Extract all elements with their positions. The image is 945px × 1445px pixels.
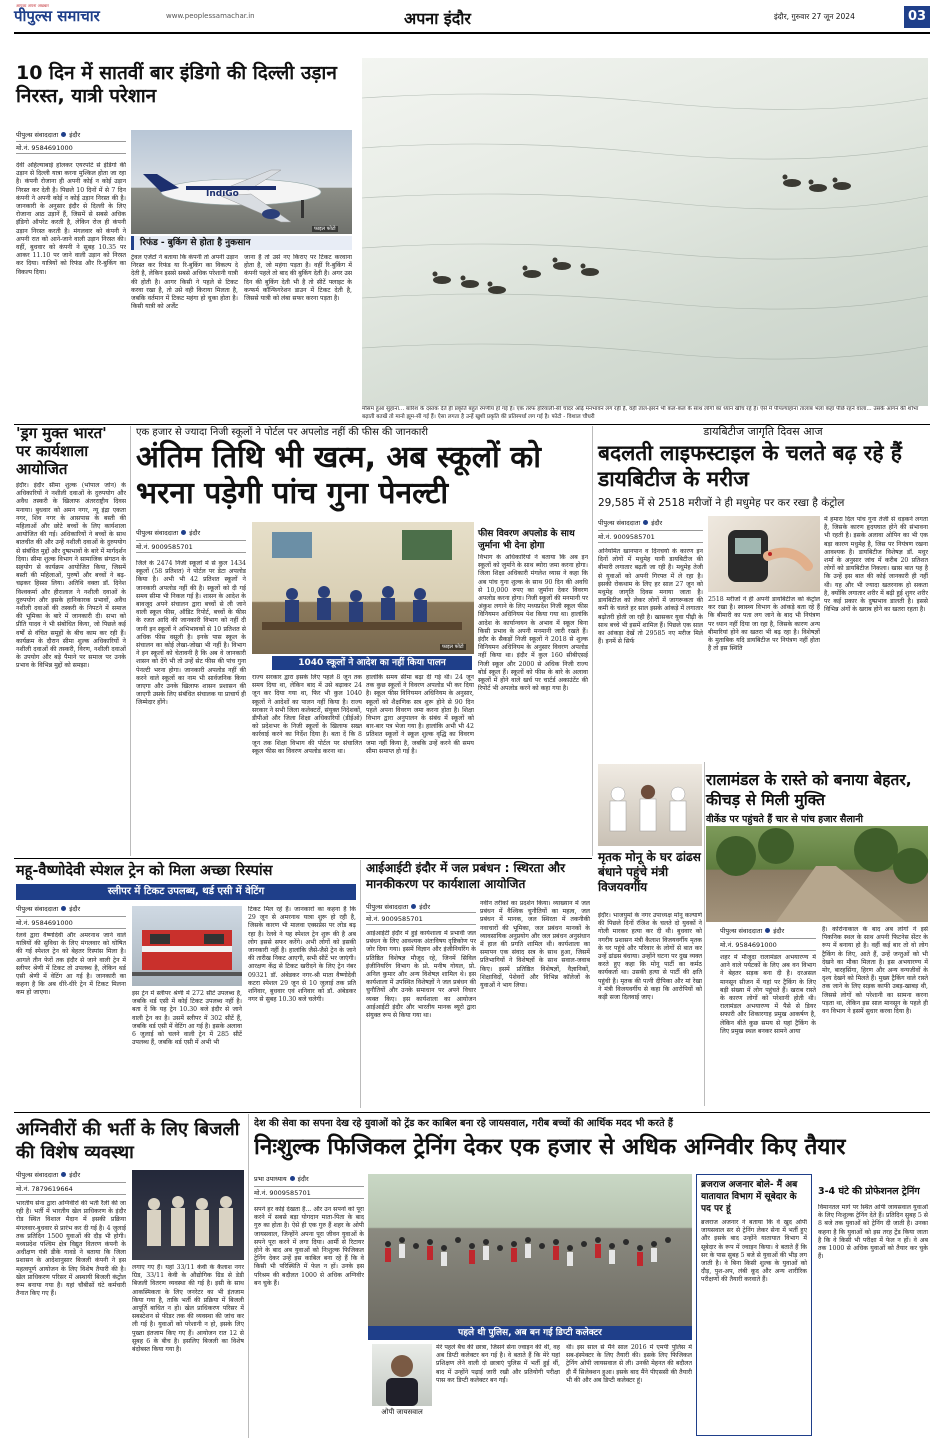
agniveer-kicker: देश की सेवा का सपना देख रहे युवाओं को ट्रेंड कर काबिल बना रहे जायसवाल, गरीब बच्चों की आर्थिक मदद भी करते हैं bbox=[254, 1118, 673, 1129]
byline-city: इंदौर bbox=[69, 131, 81, 139]
iit-headline: आईआईटी इंदौर में जल प्रबंधन : स्थिरता और मानकीकरण पर कार्यशाला आयोजित bbox=[366, 861, 565, 891]
byline-name: पीपुल्स संवाददाता bbox=[16, 905, 59, 913]
indigo-caption-bar: रिफंड - बुकिंग से होता है नुकसान bbox=[131, 236, 352, 250]
indigo-body-col1: देवी अहिल्याबाई होलकर एयरपोर्ट से इंडिगो की उड़ान से दिल्ली यात्रा करना मुश्किल होता जा रहा है। कंपनी रोजाना ही अपनी कोई न कोई उड़ान निरस्त कर देती है। पिछले 10 दिनों में से 7 दिन कंपनी ने अपनी कोई न कोई उड़ान निरस्त की है। जानकारी के अनुसार इंदौर से दिल्ली के लिए रोजाना आठ उड़ानें हैं, जिसमें से सबसे अधिक इंडिगो ऑपरेट करती है, लेकिन रोज ही कंपनी उड़ान निरस्त करती है। मंगलवार को कंपनी ने अपनी रात को आने-जाने वाली उड़ान निरस्त की। वहीं, बुधवार को कंपनी ने सुबह 10.35 पर आकर 11.10 पर जाने वाली उड़ान को निरस्त कर दिया। यात्रियों को रिफंड और रि-बुकिंग का विकल्प दिया। bbox=[16, 162, 126, 276]
diabetes-headline: बदलती लाइफस्टाइल के चलते बढ़ रहे हैं डायबिटीज के मरीज bbox=[598, 441, 902, 491]
train-body-col3: टिकट मिल रहे हैं। जानकारों का कहना है कि 29 जून से अमरनाथ यात्रा शुरू हो रही है, जिसके कारण भी मालवा एक्सप्रेस पर लोड बढ़ रहा है। रेलवे ने यह स्पेशल ट्रेन शुरू की है अब लोग इससे सफर करेंगे। अभी लोगों को इसकी जानकारी नहीं है। हालांकि जैसे-जैसे ट्रेन के जाने की तारीख निकट आएगी, सभी सीटें भर जाएंगी। आरक्षण केंद्र से टिकट खरीदने के लिए ट्रेन नंबर 09321 डॉ. अंबेडकर नगर-श्री माता वैष्णोदेवी कटरा स्पेशल 29 जून से 10 जुलाई तक प्रति शनिवार, बुधवार एवं शनिवार को डॉ. अंबेडकर नगर से सुबह 10.30 बजे चलेगी। bbox=[248, 906, 356, 1004]
train-headline: महू-वैष्णोदेवी स्पेशल ट्रेन को मिला अच्छा रिस्पांस bbox=[16, 863, 273, 879]
byline-name: पीपुल्स संवाददाता bbox=[366, 903, 409, 911]
site-url[interactable]: www.peoplessamachar.in bbox=[166, 12, 255, 20]
byline-city: इंदौर bbox=[297, 1175, 309, 1183]
diabetes-body-col3: में हमारा दिल पांच गुना तेजी से धड़कने लगता है, जिसके कारण हृदयघात होने की संभावना भी रहती है। इसके अलावा ओपिन का भी एक बड़ा कारण मधुमेह है, जिस पर नियंत्रण रखना आवश्यक है। डायबिटीज विशेषज्ञ डॉ. मधुर शर्मा के अनुसार जांच में करीब 20 प्रतिशत लोगों को डायबिटीज निकला। खास बात यह है कि उन्हें इस बात की कोई जानकारी ही नहीं थी। यह और भी ज्यादा खतरनाक हो सकता है, क्योंकि लगातार शरीर में बढ़ी हुई शुगर शरीर पर कई प्रकार के दुष्प्रभाव डालती है। इससे विभिन्न अंगों के खराब होने का खतरा रहता है। bbox=[824, 516, 928, 614]
byline-name: प्रभा उपाध्याय bbox=[254, 1175, 287, 1183]
byline-city: इंदौर bbox=[651, 519, 663, 527]
agniveer-power-body-col2: लगाए गए हैं। यहां 33/11 केवी के कैलाश नगर ग्रिड, 33/11 केवी के औद्योगिक ग्रिड से डेडी बिजली वितरण व्यवस्था की गई है। इसी के साथ आकस्मिकता के लिए जनरेटर का भी इंतजाम किया गया है, ताकि भर्ती की प्रक्रिया में बिजली आपूर्ति बाधित न हो। खेल प्राधिकरण परिसर में सबस्टेशन से फीडर तक की व्यवस्था की जांच कर ली गई है। युवाओं को परेशानी न हो, इसके लिए पुख्ता इंतजाम किए गए हैं। आयोजन रात 12 से सुबह 6 के बीच है। इसलिए बिजली का विशेष बंदोबस्त किया गया है। bbox=[132, 1264, 244, 1354]
ralamandal-byline bbox=[720, 926, 784, 935]
agniveer-headline: निःशुल्क फिजिकल ट्रेनिंग देकर एक हजार से अधिक अग्निवीर किए तैयार bbox=[254, 1134, 846, 1160]
agniveer-power-mobile: मो.नं. 7879619664 bbox=[16, 1182, 126, 1195]
page-number: 03 bbox=[904, 6, 930, 28]
train-mobile: मो.नं. 9584691000 bbox=[16, 916, 126, 929]
byline-city: इंदौर bbox=[69, 1171, 81, 1179]
school-body-col2: राज्य सरकार द्वारा इसके लिए पहले 8 जून तक समय दिया था, लेकिन बाद में उसे बढ़ाकर 24 जून कर दिया गया था, फिर भी कुल 1040 स्कूलों ने आदेशों का पालन नहीं किया है। राज्य सरकार ने सभी जिला कलेक्टरों, संयुक्त निदेशकों, डीपीओ और जिला शिक्षा अधिकारियों (डीईओ) को प्रदेशभर के निजी स्कूलों के खिलाफ सख्त कार्रवाई करने का निर्देश दिया है। बता दें कि 8 जून तक शिक्षा विभाग की पोर्टल पर संचालित स्कूल फीस का विवरण अपलोड करना था। bbox=[252, 674, 362, 755]
people-illustration bbox=[598, 764, 702, 846]
iit-byline bbox=[366, 902, 430, 911]
glucometer-photo bbox=[708, 516, 820, 592]
jaiswal-portrait bbox=[372, 1344, 432, 1406]
agniveer-right-body: विमानतल मार्ग पर स्थित ओपी जायसवाल युवाओं के लिए निःशुल्क ट्रेनिंग देते हैं। प्रतिदिन सुबह 5 से 8 बजे तक युवाओं को ट्रेनिंग दी जाती है। उनका कहना है कि युवाओं को इस तरह ट्रेंड किया जाता है कि वे किसी भी परीक्षा में फेल न हों। वे अब तक 1000 से अधिक युवाओं को तैयार कर चुके हैं। bbox=[818, 1204, 928, 1261]
monu-headline: मृतक मोनू के घर ढांढस बंधाने पहुंचे मंत्री विजयवर्गीय bbox=[598, 850, 701, 894]
column-rule bbox=[592, 426, 593, 856]
agniveer-power-byline bbox=[16, 1170, 80, 1179]
minister-visit-photo bbox=[598, 764, 702, 846]
agniveer-body-col1: सपने हर कोई देखता है... और उन सपनों को पूरा करने में सबसे बड़ा योगदान माता-पिता के बाद गुरु का होता है। ऐसे ही एक गुरु हैं शहर के ओपी जायसवाल, जिन्होंने अपना पूरा जीवन युवाओं के सपने पूरा करने में लगा दिया। आर्मी से रिटायर होने के बाद अब युवाओं को निःशुल्क फिजिकल ट्रेनिंग देकर उन्हें इस काबिल बना रहे हैं कि वे किसी भी परिस्थिति में फेल न हों। उनके इस परिश्रम की बदौलत 1000 से अधिक अग्निवीर बन चुके हैं। bbox=[254, 1206, 364, 1287]
diabetes-byline bbox=[598, 518, 662, 527]
agniveer-sidebar-body: ब्रजराज अजनार ने बताया कि वे खुद ओपी जायसवाल सर से ट्रेनिंग लेकर सेना में भर्ती हुए और इसके बाद उन्होंने यातायात विभाग में सूबेदार के रूप में ज्वाइन किया। वे बताते हैं कि सर के पास सुबह 5 बजे से युवाओं की भीड़ लग जाती है। वे बिना किसी शुल्क के युवाओं को दौड़, पुश-अप, लंबी कूद और अन्य शारीरिक परीक्षणों की तैयारी करवाते हैं। bbox=[701, 1219, 807, 1284]
byline-name: पीपुल्स संवाददाता bbox=[720, 927, 763, 935]
row-rule-3 bbox=[14, 1112, 930, 1113]
brand-tag: आपका अपना अखबार bbox=[16, 3, 49, 8]
section-title: अपना इंदौर bbox=[404, 9, 471, 28]
train-photo bbox=[132, 906, 242, 986]
byline-name: पीपुल्स संवाददाता bbox=[16, 1171, 59, 1179]
agniveer-sidebar-headline: ब्रजराज अजनार बोले- मैं अब यातायात विभाग में सूबेदार के पद पर हूं bbox=[701, 1180, 798, 1214]
school-mobile: मो.नं. 9009585701 bbox=[136, 540, 246, 553]
byline-dot bbox=[61, 906, 66, 911]
classroom-photo bbox=[252, 522, 474, 654]
school-kicker: एक हजार से ज्यादा निजी स्कूलों ने पोर्टल पर अपलोड नहीं की फीस की जानकारी bbox=[136, 427, 428, 438]
iit-body-col1: आईआईटी इंदौर में हुई कार्यशाला में प्रभावी जल प्रबंधन के लिए आवश्यक अंतःविषय दृष्टिकोण पर जोर दिया गया। इसमें विज्ञान और इंजीनियरिंग के प्रतिष्ठित विशेषज्ञ मौजूद रहे, जिनमें सिविल इंजीनियरिंग विभाग के प्रो. मनीष गोयल, प्रो. अनिल कुमार और अन्य विशेषज्ञ शामिल थे। इस कार्यशाला में उपस्थित विशेषज्ञों ने जल प्रबंधन की चुनौतियों और उनके समाधान पर अपने विचार व्यक्त किए। इस कार्यशाला का आयोजन आईआईटी इंदौर और भारतीय मानक ब्यूरो द्वारा संयुक्त रूप से किया गया था। bbox=[366, 930, 476, 1020]
road-illustration bbox=[706, 826, 928, 922]
brand-logo: पीपुल्स समाचार bbox=[14, 7, 100, 25]
diabetes-mobile: मो.नं. 9009585701 bbox=[598, 530, 703, 543]
column-rule bbox=[248, 1114, 249, 1438]
indigo-body-col3: जाना है तो उसे नए किराए पर टिकट करवाना होता है, जो महंगा पड़ता है। वहीं रि-बुकिंग में कंपनी पहले तो बाद की बुकिंग देती है। अगर उस दिन की बुकिंग देती भी है तो सीटें फ्लाइट के कन्फर्म कॉन्फिगरेशन डाउन में टिकट देती है, जिससे यात्री को लंबा सफर करना पड़ता है। bbox=[244, 254, 352, 303]
diabetes-body-col1: अनियमित खानपान व दिनचर्या के कारण इन दिनों लोगों में मधुमेह यानी डायबिटीज की बीमारी लगातार बढ़ती जा रही है। मधुमेह तेजी से युवाओं को अपनी गिरफ्त में ले रहा है। इसकी रोकथाम के लिए हर साल 27 जून को मधुमेह जागृति दिवस मनाया जाता है। डायबिटीज को लेकर लोगों में जागरूकता की कमी के चलते हर साल इसके आंकड़े में लगातार बढ़ोतरी होती जा रही है। खासकर युवा पीढ़ी के साथ बच्चे भी इसमें शामिल हैं। पिछले एक साल का आंकड़ा देखें तो 29585 नए मरीज मिले हैं। इनमें से सिर्फ bbox=[598, 548, 703, 646]
students-illustration bbox=[252, 522, 474, 654]
agniveer-byline bbox=[254, 1174, 309, 1183]
indigo-byline bbox=[16, 130, 80, 139]
indigo-photo-credit: फाइल फोटो bbox=[314, 226, 336, 232]
drug-body: इंदौर। इंदौर सीमा शुल्क (भोपाल जोन) के अधिकारियों ने नशीली दवाओं के दुरुपयोग और अवैध तस्करी के खिलाफ अंतरराष्ट्रीय दिवस मनाया। बुधवार को अमन नगर, न्यू इंद्रा एकता नगर, शिव नगर के आसपास के बस्ती की महिलाओं और छोटे बच्चों के लिए कार्यशाला आयोजित की गई। अधिकारियों ने बच्चों के साथ बातचीत की और उन्हें नशीली दवाओं के दुरुपयोग से संबंधित मुद्दों और दुष्प्रभावों के बारे में मार्गदर्शन दिया। सीमा शुल्क विभाग ने सामाजिक संगठन के सहयोग से कार्यक्रम आयोजित किया, जिसमें बस्ती की महिलाओं, पुरुषों और बच्चों ने बढ़-चढ़कर हिस्सा लिया। अतिथि वक्ता डॉ. दिनेश विश्वकर्मा और हीरालाल ने नशीली दवाओं के दुरुपयोग और इसके हानिकारक प्रभावों, अवैध नशीली दवाओं की तस्करी के निपटने में समाज की भूमिका के बारे में जानकारी दी। सभा को प्रीति यादव ने भी संबोधित किया, जो पिछले कई वर्षों से वंचित समूहों के बीच काम कर रही हैं। कार्यक्रम के दौरान सीमा शुल्क अधिकारियों ने नशीली दवाओं की तस्करी, विरण, नशीली दवाओं के उपयोग और बड़े पैमाने पर समाज पर उनके प्रभाव के विभिन्न मुद्दों को समझा। bbox=[16, 482, 126, 670]
agniveer-body-col2: मेरे पहले बैच की छात्रा, जिसने सेना ज्वाइन की थी, वह अब डिप्टी कलेक्टर बन गई है। वे बताते हैं कि मेरे यहां प्रशिक्षण लेने वाली दो छात्राएं पुलिस में भर्ती हुई थीं, बाद में उन्होंने पढ़ाई जारी रखी और प्रतियोगी परीक्षा पास कर डिप्टी कलेक्टर बन गईं। bbox=[436, 1344, 560, 1384]
ralamandal-mobile: मो.नं. 9584691000 bbox=[720, 938, 816, 951]
indigo-headline: 10 दिन में सातवीं बार इंडिगो की दिल्ली उड़ान निरस्त, यात्री परेशान bbox=[16, 62, 337, 107]
crowd-illustration bbox=[368, 1174, 692, 1326]
glucometer-illustration bbox=[708, 516, 820, 592]
agniveer-power-headline: अग्निवीरों की भर्ती के लिए बिजली की विशेष व्यवस्था bbox=[16, 1119, 240, 1163]
byline-dot bbox=[290, 1176, 295, 1181]
agniveer-power-body-col1: भारतीय सेना द्वारा अग्निवीरों की भर्ती रैली की जा रही है। भर्ती में भारतीय खेल प्राधिकरण के इंदौर रोड स्थित विशाल मैदान में इसकी प्रक्रिया मंगलवार-बुधवार से प्रारंभ कर दी गई है। 4 जुलाई तक प्रतिदिन 1500 युवाओं की दौड़ भी होगी। मध्यप्रदेश पश्चिम क्षेत्र विद्युत वितरण कंपनी के अधीक्षण यंत्री डीके गावडे ने बताया कि जिला प्रशासन के आदेशानुसार बिजली कंपनी ने इस महत्वपूर्ण आयोजन के लिए विशेष तैयारी की है। खेल प्राधिकरण परिसर में अस्थायी बिजली कंट्रोल रूम बनाया गया है। यहां चौबीसों घंटे कर्मचारी तैनात किए गए हैं। bbox=[16, 1200, 126, 1298]
school-body-col4: विभाग के अधिकारियों ने बताया कि अब इन स्कूलों को जुर्माने के साथ ब्योरा जमा करना होगा। जिला शिक्षा अधिकारी मंगलेश व्यास ने कहा कि अब पांच गुना शुल्क के साथ 90 दिन की अवधि से 10,000 रुपए का जुर्माना देकर विवरण अपलोड करना होगा। निजी स्कूलों की मनमानी पर अंकुश लगाने के लिए मध्यप्रदेश निजी स्कूल फीस विनियमन अधिनियम पेश किया गया था। हालांकि आदेश के कार्यान्वयन के अभाव में स्कूल बिना किसी प्रभाव के अपनी मनमानी जारी रखते हैं। इंदौर के सैकड़ों निजी स्कूलों ने 2018 से शुल्क विनियमन अधिनियम के अनुसार विवरण अपलोड नहीं किया था। इंदौर में कुल 160 सीबीएसई निजी स्कूल और 2000 से अधिक निजी राज्य बोर्ड स्कूल हैं। स्कूलों को फीस के बारे के अलावा स्कूलों में होने वाले खर्च पर चार्टर्ड अकाउंटेंट की रिपोर्ट भी अपलोड करने को कहा गया है। bbox=[478, 554, 588, 693]
ralamandal-body: है। कोरोनाकाल के बाद अब लोगों ने इसे पिकनिक स्थल के साथ अपनी फिटनेस सेंटर के रूप में बनाया हो है। वहीं कई बार तो वो लोग ट्रैकिंग के लिए, आते हैं, उन्हें जन्तुओं को भी देखने का मौका मिलता है। इस अभयारण्य में मोर, बारहसिंगा, हिरण और अन्य वन्यजीवों के दृश्य देखने को मिलते हैं। मुख्य ट्रैकिंग वाले रास्ते तक जाने के लिए सड़क काफी उबड़-खाबड़ थी, जिससे लोगों को परेशानी का सामना करना पड़ता था, लेकिन इस साल मानसून के पहले ही वन विभाग ने इसमें सुधार करवा दिया है। bbox=[822, 926, 928, 1016]
ralamandal-subhead: वीकेंड पर पहुंचते हैं चार से पांच हजार सैलानी bbox=[706, 814, 863, 825]
school-headline: अंतिम तिथि भी खत्म, अब स्कूलों को भरना पड़ेगी पांच गुना पेनल्टी bbox=[136, 440, 542, 511]
byline-name: पीपुल्स संवाददाता bbox=[136, 529, 179, 537]
airplane-illustration bbox=[131, 130, 352, 234]
runners-photo bbox=[368, 1174, 692, 1326]
column-rule bbox=[704, 762, 705, 1106]
control-room-photo bbox=[132, 1170, 244, 1260]
byline-name: पीपुल्स संवाददाता bbox=[16, 131, 59, 139]
locomotive-illustration bbox=[132, 906, 242, 986]
iit-mobile: मो.नं. 9009585701 bbox=[366, 912, 476, 925]
agniveer-right-headline: 3-4 घंटे की प्रोफेशनल ट्रेनिंग bbox=[818, 1186, 920, 1197]
school-subhead: फीस विवरण अपलोड के साथ जुर्माना भी देना होगा bbox=[478, 529, 575, 551]
masthead bbox=[14, 3, 930, 32]
school-photo-credit: फाइल फोटो bbox=[442, 644, 464, 650]
byline-dot bbox=[765, 928, 770, 933]
svg-text:IndiGo: IndiGo bbox=[206, 189, 239, 199]
lake-photo bbox=[362, 58, 928, 406]
officials-illustration bbox=[132, 1170, 244, 1260]
school-byline bbox=[136, 528, 200, 537]
row-rule-2 bbox=[14, 858, 592, 859]
indigo-body-col2: ट्रेवल एजेंटों ने बताया कि कंपनी तो अपनी उड़ान निरस्त कर रिफंड या रि-बुकिंग का विकल्प दे देती है, लेकिन इससे सबसे अधिक परेशानी यात्री की होती है। आगर किसी ने पहले से टिकट करवा रखा है, तो उसे वही किराया मिलता है, जबकि वर्तमान में टिकट महंगा हो चुका होता है। किसी यात्री को अर्जेंट bbox=[131, 254, 238, 311]
byline-dot bbox=[61, 132, 66, 137]
byline-city: इंदौर bbox=[773, 927, 785, 935]
forest-road-photo bbox=[706, 826, 928, 922]
drug-headline: 'ड्रग मुक्त भारत' पर कार्यशाला आयोजित bbox=[16, 424, 107, 478]
byline-dot bbox=[643, 520, 648, 525]
dateline: इंदौर, गुरुवार 27 जून 2024 bbox=[774, 12, 855, 21]
lake-caption: मौसम हुआ सुहाना... बारिश के दस्तक देते ही प्रकृति बहुत रमणीय हो गई है। एक तरफ हरियाली-सी चादर ओढ़े मनभावन लग रही है, वहीं ताल-झरने भी कल-कल के साथ लोगों का ध्यान खींच रहे हैं। ऐसे में पीपल्याहाना तालाब भला कहां पीछे रहने वाला... उसके आंगन की शोभा बढ़ाती बतखें तो मानो झूम-सी गई हैं। ऐसा लगता है उन्हें खुशी प्रकृति की प्रतिस्पर्धा लग गई है। फोटो - विशाल चौधरी bbox=[362, 406, 919, 420]
byline-city: इंदौर bbox=[419, 903, 431, 911]
agniveer-sidebar-box bbox=[696, 1174, 812, 1436]
masthead-rule bbox=[14, 32, 930, 34]
byline-city: इंदौर bbox=[189, 529, 201, 537]
diabetes-kicker: डायबिटीज जागृति दिवस आज bbox=[703, 425, 823, 438]
byline-name: पीपुल्स संवाददाता bbox=[598, 519, 641, 527]
train-body-col1: रेलवे द्वारा वैष्णोदेवी और अमरनाथ जाने वाले यात्रियों की सुविधा के लिए मंगलवार को घोषित की गई स्पेशल ट्रेन को बेहतर रिस्पांस मिला है। आगले तीन फेरों तक इंदौर से जाने वाली ट्रेन में स्लीपर श्रेणी में टिकट तो उपलब्ध है, लेकिन थर्ड एसी श्रेणी में वेटिंग आ गई है। जानकारी का कहना है कि अब धीरे-धीरे ट्रेन में टिकट मिलना कम हो जाएगा। bbox=[16, 932, 126, 997]
train-byline bbox=[16, 904, 80, 913]
indigo-plane-photo bbox=[131, 130, 352, 234]
iit-body-col2: नवीन तरीकों का प्रदर्शन किया। व्याख्यान में जल प्रबंधन में वैश्विक चुनौतियों का महत्व, जल प्रबंधन में मानक, जल स्थिरता में तकनीकी नवाचारों की भूमिका, जल प्रबंधन मानकों के व्यावसायिक अनुप्रयोग और जल प्रबंधन अनुसंधान में हाल की प्रगति शामिल थी। कार्यशाला का समापन एक संवाद सत्र के साथ हुआ, जिसमें प्रतिभागियों ने विशेषज्ञों के साथ सवाल-जवाब किए। इसमें प्रतिष्ठित विशेषज्ञों, वैज्ञानिकों, शिक्षाविदों, पेशेवरों और विभिन्न कॉलेजों के युवाओं ने भाग लिया। bbox=[480, 900, 590, 990]
school-body-col3: हालांकि समय सीमा बढ़ा दी गई थी। 24 जून तक कुछ स्कूलों ने विवरण अपलोड भी कर दिया है। स्कूल फीस विनियमन अधिनियम के अनुसार, स्कूलों को शैक्षणिक सत्र शुरू होने से 90 दिन पहले अपना विवरण जमा करना होता है। शिक्षा विभाग द्वारा अनुपालन के संबंध में स्कूलों को बार-बार पत्र भेजा गया है। हालांकि अभी भी 42 प्रतिशत स्कूलों ने स्कूल शुल्क वृद्धि का विवरण जमा नहीं किया है, जबकि उन्हें करने की समय सीमा समाप्त हो गई है। bbox=[366, 674, 474, 755]
byline-city: इंदौर bbox=[69, 905, 81, 913]
monu-body-col2: शहर में मौजूदा रालामंडल अभयारण्य में आने वाले पर्यटकों के लिए अब वन विभाग ने बेहतर सड़क बना दी है। दरअसल मानसून सीजन में यहां पर ट्रैकिंग के लिए बड़ी संख्या में लोग पहुंचते हैं। खराब रास्ते के कारण लोगों को परेशानी होती थी। रालामंडल अभयारण्य में पैसे से डियर सफारी और शिकारगाह प्रमुख आकर्षण है, लेकिन बीते कुछ समय से यहां ट्रैकिंग के लिए प्रमुख स्थल बनकर सामने आया bbox=[720, 954, 816, 1035]
column-rule bbox=[360, 860, 361, 1108]
jaiswal-portrait-caption: ओपी जायसवाल bbox=[381, 1408, 423, 1416]
monu-body: इंदौर। भाजयुमो के नगर उपाध्यक्ष मोनू कल्याणे की पिछले दिनों रंजिश के चलते दो युवकों ने गोली मारकर हत्या कर दी थी। बुधवार को नगरीय प्रशासन मंत्री कैलाश विजयवर्गीय मृतक के घर पहुंचे और परिवार के लोगों से बात कर उन्हें ढांढस बंधाया। उन्होंने घटना पर दुख व्यक्त करते हुए कहा कि मोनू पार्टी का कर्मठ कार्यकर्ता था। उसकी हत्या से पार्टी की क्षति पहुंची है। मृतक की पत्नी दीपिका और मां रेखा ने मंत्री विजयवर्गीय से कहा कि आरोपियों को कड़ी सजा दिलवाई जाए। bbox=[598, 912, 702, 1002]
indigo-mobile: मो.नं. 9584691000 bbox=[16, 141, 126, 154]
person-portrait-illustration bbox=[372, 1344, 432, 1406]
column-rule bbox=[130, 426, 131, 856]
school-body-col1: जिले के 2474 निजी स्कूलों में से कुल 1434 स्कूलों (58 प्रतिशत) ने पोर्टल पर डेटा अपलोड किया है। अभी भी 42 प्रतिशत स्कूलों ने जानकारी अपलोड नहीं की है। स्कूलों को दी गई समय सीमा भी निकल गई है। शासन के आदेश के बावजूद अपने संचालन द्वारा बच्चों से ली जाने वाली स्कूल फीस, ऑडिट रिपोर्ट, बच्चों के फीस के रजत आदि की जानकारी विभाग को नहीं दी जानी इन स्कूलों ने अभिभावकों से 10 प्रतिशत से अधिक फीस वसूली है। इनके पास स्कूल के संचालन का कोई लेखा-जोखा भी नहीं है। विभाग ने इन स्कूलों को चेतावनी है कि अब वे जानकारी शासन को देंगे भी तो उन्हें सेट फीस की पांच गुना पेनल्टी भरना होगा। जानकारी अपलोड नहीं की करने वाले स्कूलों का नाम भी सार्वजनिक किया जाएगा और उनके खिलाफ शासन प्रशासन की जाएगी उसके लिए संबंधित संचालक या प्राचार्य ही जिम्मेदार होंगे। bbox=[136, 560, 246, 707]
diabetes-body-col2: 2518 मरीजों ने ही अपनी डायबिटीज को कंट्रोल कर रखा है। स्वास्थ्य विभाग के आंकड़े बता रहे हैं कि बीमारी का पता लग जाने के बाद भी नियंत्रण पर ध्यान नहीं दिया जा रहा है, जिसके कारण अन्य बीमारियां होने का खतरा भी बढ़ रहा है। विशेषज्ञों के मुताबिक यदि डायबिटीज पर नियंत्रण नहीं होता है तो इस स्थिति bbox=[708, 596, 820, 653]
ducks-illustration bbox=[362, 58, 928, 406]
byline-dot bbox=[61, 1172, 66, 1177]
agniveer-banner: पहले थी पुलिस, अब बन गई डिप्टी कलेक्टर bbox=[368, 1326, 692, 1340]
diabetes-subhead: 29,585 में से 2518 मरीजों ने ही मधुमेह पर कर रखा है कंट्रोल bbox=[598, 497, 845, 509]
agniveer-body-col3: थी। इस साल से मैंने साल 2016 में एमपी पुलिस में सब-इंस्पेक्टर के लिए तैयारी की। इसके लिए फिजिकल ट्रेनिंग ओपी जायसवाल से ली। उनकी मेहनत की बदौलत ही मैं सिलेक्शन हुआ। इसके बाद मैंने पीएससी की तैयारी भी की और अब डिप्टी कलेक्टर हूं। bbox=[566, 1344, 692, 1384]
byline-dot bbox=[411, 904, 416, 909]
train-body-col2: इस ट्रेन में स्लीपर श्रेणी में 272 सीटें उपलब्ध है, जबकि थर्ड एसी में कोई टिकट उपलब्ध नहीं है। बता दें कि यह ट्रेन 10.30 बजे इंदौर से जाने वाली ट्रेन का है। उसमें स्लीपर में 302 सीटें हैं, जबकि थर्ड एसी में वेटिंग आ गई है। इसके अलावा 6 जुलाई को चलने वाली ट्रेन में 285 सीटें उपलब्ध हैं, जबकि थर्ड एसी में अभी भी bbox=[132, 990, 242, 1047]
agniveer-mobile: मो.नं. 9009585701 bbox=[254, 1186, 364, 1199]
ralamandal-headline: रालामंडल के रास्ते को बनाया बेहतर, कीचड़ से मिली मुक्ति bbox=[706, 771, 912, 809]
school-banner: 1040 स्कूलों ने आदेश का नहीं किया पालन bbox=[272, 656, 472, 670]
train-banner: स्लीपर में टिकट उपलब्ध, थर्ड एसी में वेटिंग bbox=[16, 884, 356, 900]
byline-dot bbox=[181, 530, 186, 535]
